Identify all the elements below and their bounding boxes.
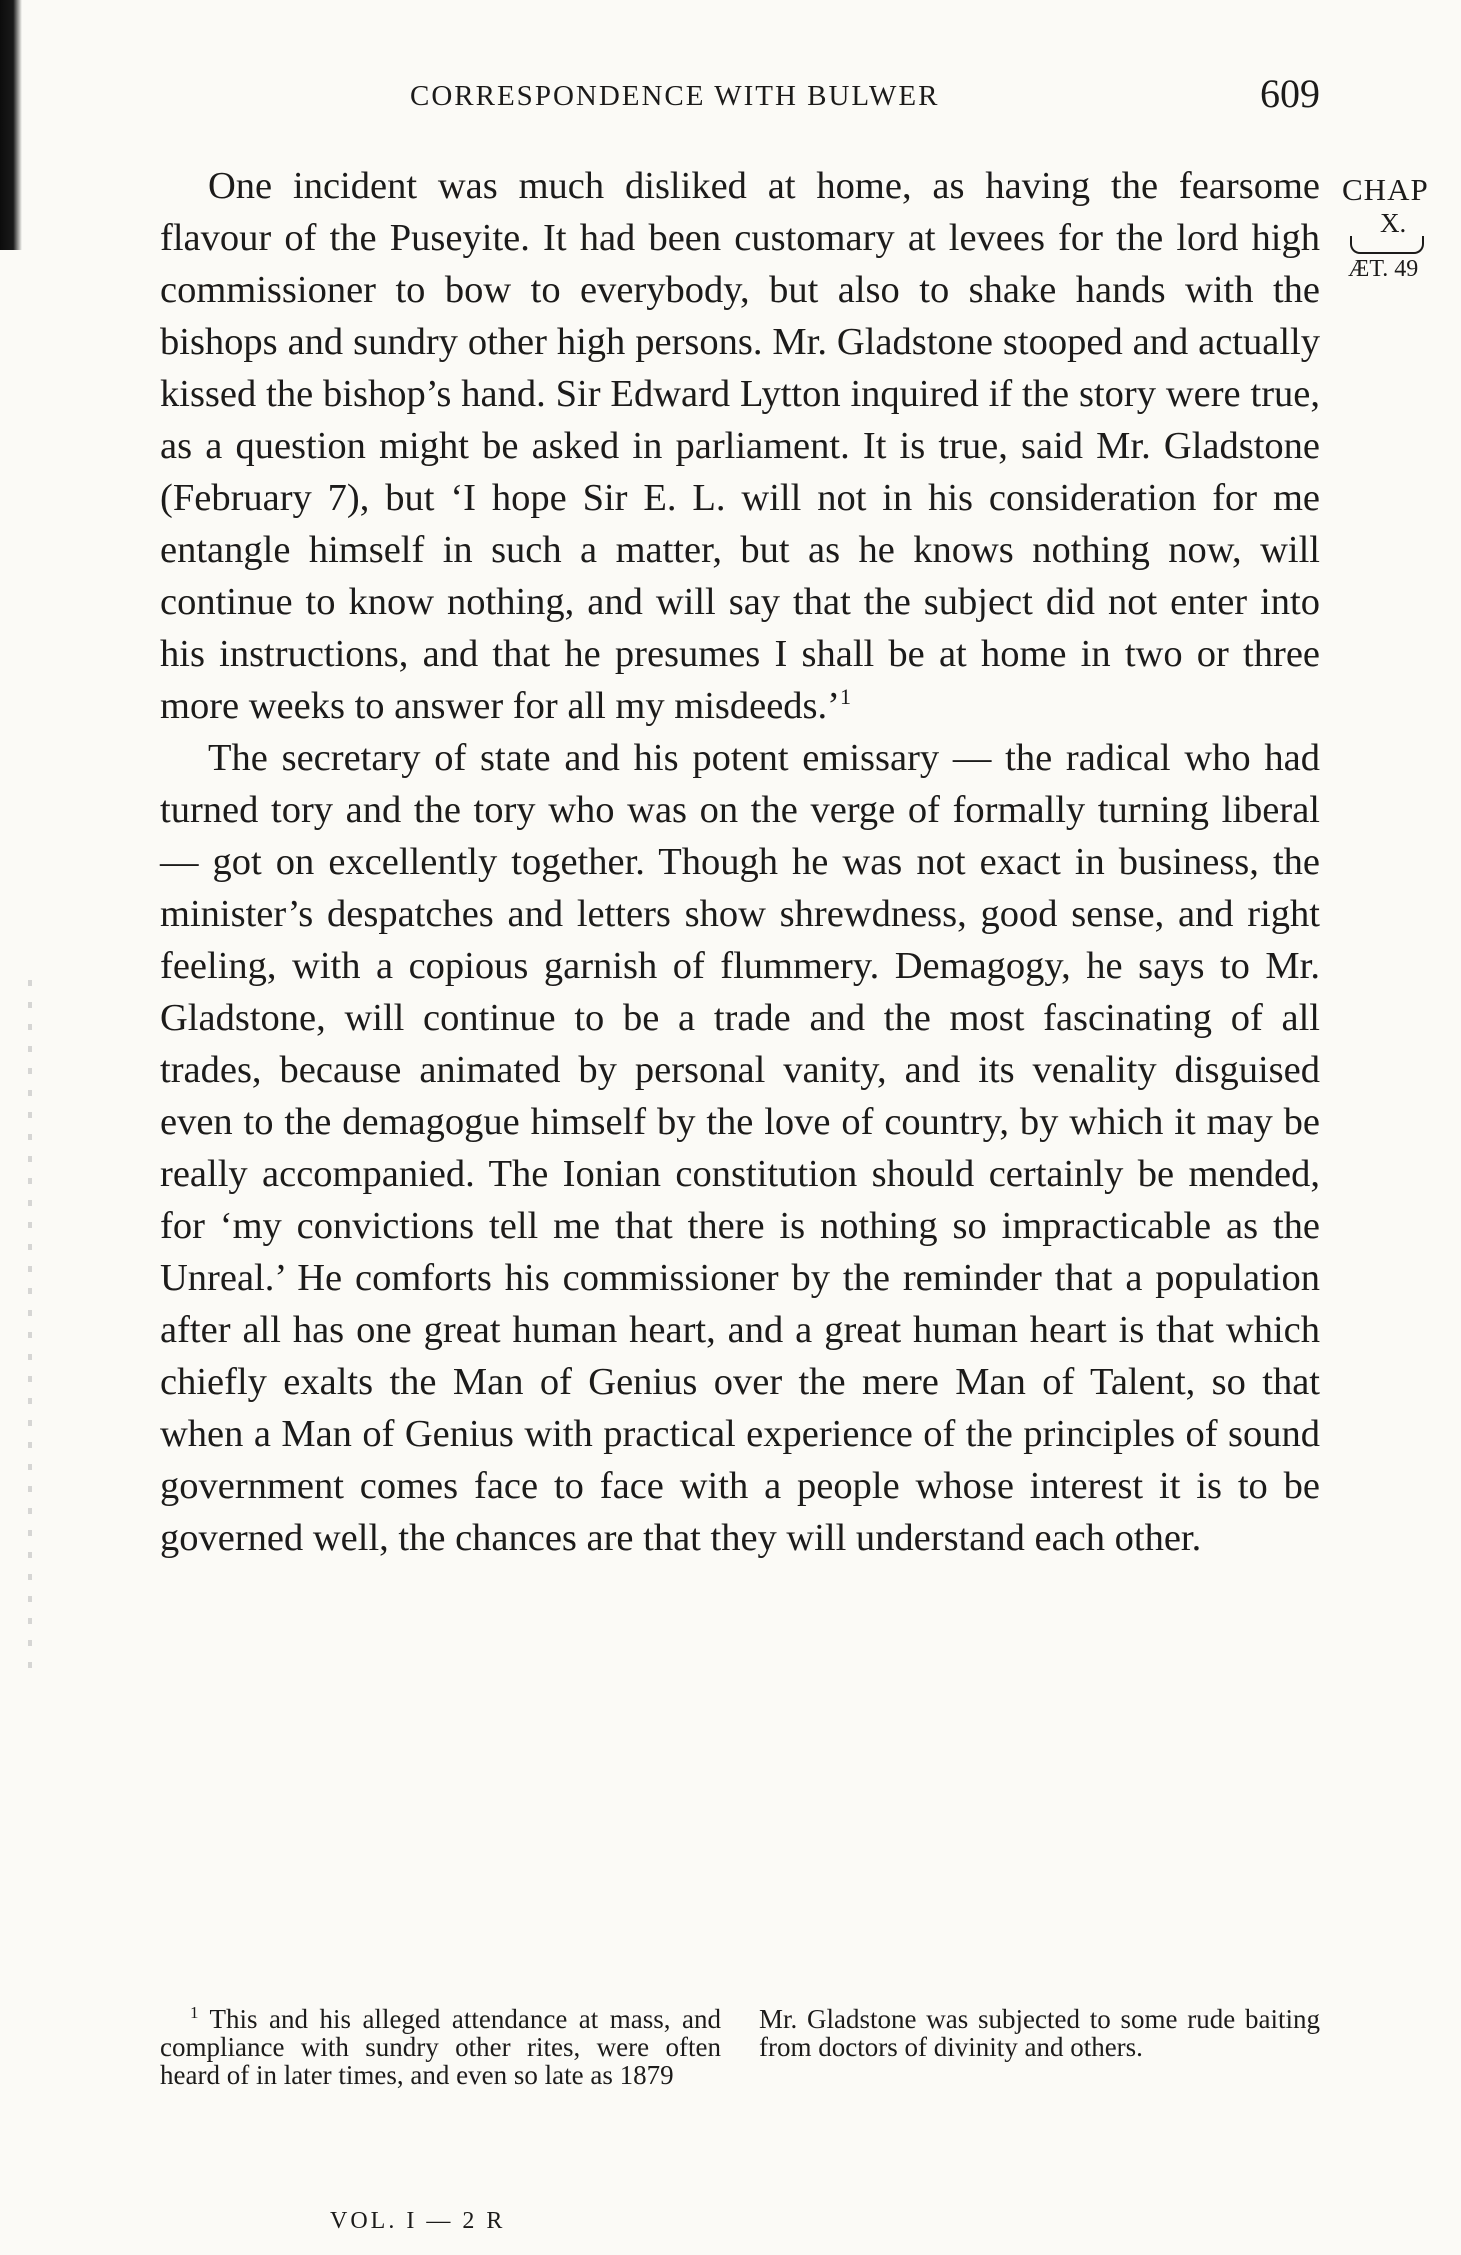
margin-chapter-number: X. [1380,208,1407,238]
footnote-marker: 1 [190,2003,199,2022]
paragraph [160,160,1320,732]
margin-chapter-label: CHAP [1342,172,1429,207]
footnote-reference: 1 [839,684,851,709]
footnote-text-2: Mr. Gladstone was subjected to some rude baiting from doctors of divinity and others. [759,2004,1320,2062]
footnote-column-1 [160,2005,721,2089]
paragraph [160,732,1320,1564]
margin-note [1340,170,1461,284]
running-head [160,71,1320,128]
margin-age: ÆT. 49 [1348,256,1419,282]
printer-signature: VOL. I — 2 R [330,2208,506,2234]
footnote-column-2 [759,2005,1320,2089]
binding-shadow [0,0,22,250]
running-head-title: CORRESPONDENCE WITH BULWER [410,80,940,112]
paragraph-2-text: The secretary of state and his potent emissary — the radical who had turned tory and the tory who was on the verge of formally turning liberal — got on excellently together. Though he was not exact in business, the minister’s despatches and letters show shrewdness, good sense, and right feeling, with a copious garnish of flummery. Demagogy, he says to Mr. Gladstone, will continue to be a trade and the most fascinating of all trades, because animated by personal vanity, and its venality disguised even to the demagogue himself by the love of country, by which it may be really accompanied. The Ionian constitution should certainly be mended, for ‘my convictions tell me that there is nothing so impracticable as the Unreal.’ He comforts his commissioner by the reminder that a population after all has one great human heart, and a great human heart is that which chiefly exalts the Man of Genius over the mere Man of Talent, so that when a Man of Genius with practical experience of the principles of sound government comes face to face with a people whose interest it is to be governed well, the chances are that they will understand each other. [160,737,1320,1559]
footnote-text-1: This and his alleged attendance at mass, and compliance with sundry other rites, were often heard of in later times, and even so late as 1879 [160,2004,721,2090]
body-text [160,160,1320,1564]
footnotes [160,2005,1320,2089]
binding-specks [28,980,32,1680]
page-number: 609 [1260,71,1320,116]
paragraph-1-text: One incident was much disliked at home, as having the fearsome flavour of the Puseyite. It had been customary at levees for the lord high commissioner to bow to everybody, but also to shake hands with the bishops and sundry other high persons. Mr. Gladstone stooped and actually kissed the bishop’s hand. Sir Edward Lytton inquired if the story were true, as a question might be asked in parliament. It is true, said Mr. Gladstone (February 7), but ‘I hope Sir E. L. will not in his consideration for me entangle himself in such a matter, but as he knows nothing now, will continue to know nothing, and will say that the subject did not enter into his instructions, and that he presumes I shall be at home in two or three more weeks to answer for all my misdeeds.’ [160,165,1320,727]
margin-brace [1350,236,1424,254]
